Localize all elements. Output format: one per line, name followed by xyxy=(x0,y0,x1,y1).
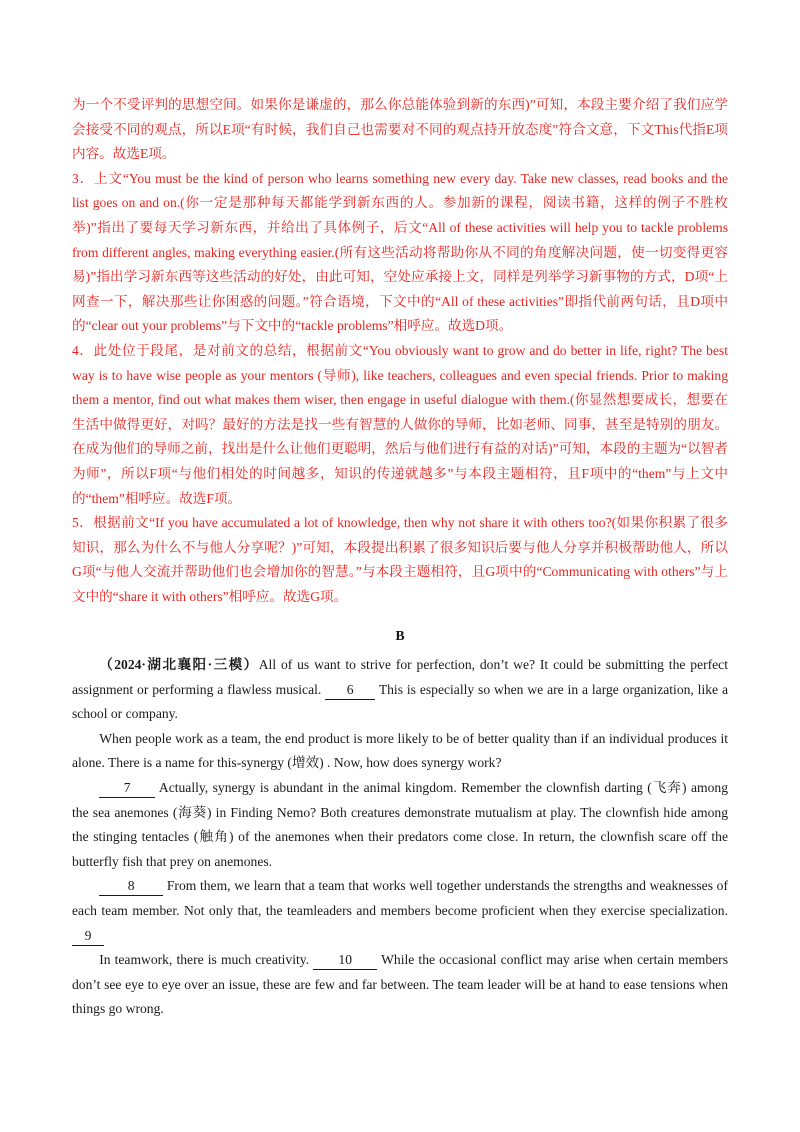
passage-paragraph-3 xyxy=(72,776,728,874)
blank-6[interactable]: 6 xyxy=(325,681,375,700)
blank-8[interactable]: 8 xyxy=(99,877,163,896)
answer-analysis xyxy=(72,93,728,609)
section-title: B xyxy=(395,628,405,643)
passage-p5-text-a: In teamwork, there is much creativity. xyxy=(99,952,310,968)
passage-paragraph-2: When people work as a team, the end product is more likely to be of better quality than if an individual produces it alone. There is a name for this-synergy (增效) . Now, how does synergy work? xyxy=(72,730,728,771)
analysis-paragraph-e: 为一个不受评判的思想空间。如果你是谦虚的，那么你总能体验到新的东西)”可知，本段主要介绍了我们应学会接受不同的观点，所以E项“有时候，我们自己也需要对不同的观点持开放态度”符合文意，下文This代指E项内容。故选E项。 xyxy=(72,97,728,162)
blank-9[interactable]: 9 xyxy=(72,927,104,946)
passage-paragraph-5 xyxy=(72,948,728,1022)
passage-p3-text: Actually, synergy is abundant in the animal kingdom. Remember the clownfish darting (飞奔) among the sea anemones (海葵) in Finding Nemo? Both creatures demonstrate mutualism at play. The clownfish hide among the stinging tentacles (触角) of the anemones when their predators come close. In return, the clownfish scare off the butterfly fish that prey on anemones. xyxy=(72,779,728,869)
analysis-paragraph-3: 3．上文“You must be the kind of person who learns something new every day. Take new classes, read books and the list goes on and on.(你一定是那种每天都能学到新东西的人。参加新的课程，阅读书籍，这样的例子不胜枚举)”指出了要每天学习新东西，并给出了具体例子，后文“All of these activities will help you to tackle problems from different angles, making everything easier.(所有这些活动将帮助你从不同的角度解决问题，使一切变得更容易)”指出学习新东西等这些活动的好处，由此可知，空处应承接上文，同样是列举学习新事物的方式，D项“上网查一下，解决那些让你困惑的问题。”符合语境，下文中的“All of these activities”即指代前两句话，且D项中的“clear out your problems”与下文中的“tackle problems”相呼应。故选D项。 xyxy=(72,170,728,334)
passage-paragraph-1 xyxy=(72,653,728,727)
blank-10[interactable]: 10 xyxy=(313,951,377,970)
passage-p1-text-a: All of us want to strive for perfection, don’t we? It could be submitting the perfect assignment or performing a flawless musical. xyxy=(72,657,728,697)
analysis-paragraph-4: 4．此处位于段尾，是对前文的总结，根据前文“You obviously want to grow and do better in life, right? The best way is to have wise people as your mentors (导师), like teachers, colleagues and even special friends. Prior to making them a mentor, find out what makes them wiser, then engage in useful dialogue with them.(你显然想要成长，想要在生活中做得更好，对吗？最好的方法是找一些有智慧的人做你的导师，比如老师、同事，甚至是特别的朋友。在成为他们的导师之前，找出是什么让他们更聪明，然后与他们进行有益的对话)”可知，本段的主题为“以智者为师”，所以F项“与他们相处的时间越多，知识的传递就越多”与本段主题相符，且F项中的“them”与上文中的“them”相呼应。故选F项。 xyxy=(72,342,728,506)
passage-p1-text-b: This is especially so when we are in a large organization, like a school or company. xyxy=(72,681,728,722)
reading-passage xyxy=(72,653,728,1022)
passage-paragraph-4 xyxy=(72,874,728,948)
passage-source: （2024·湖北襄阳·三模） xyxy=(99,657,259,672)
blank-7[interactable]: 7 xyxy=(99,779,155,798)
passage-p4-text: From them, we learn that a team that works well together understands the strengths and weaknesses of each team member. Not only that, the teamleaders and members become proficient when they exercise specialization. xyxy=(72,878,728,918)
analysis-paragraph-5: 5．根据前文“If you have accumulated a lot of knowledge, then why not share it with others too?(如果你积累了很多知识，那么为什么不与他人分享呢？)”可知，本段提出积累了很多知识后要与他人分享并积极帮助他人，所以G项“与他人交流并帮助他们也会增加你的智慧。”与本段主题相符，且G项中的“Communicating with others”与上文中的“share it with others”相呼应。故选G项。 xyxy=(72,515,728,604)
passage-p5-text-b: While the occasional conflict may arise when certain members don’t see eye to eye over an issue, these are few and far between. The team leader will be at hand to ease tensions when things go wrong. xyxy=(72,952,728,1017)
